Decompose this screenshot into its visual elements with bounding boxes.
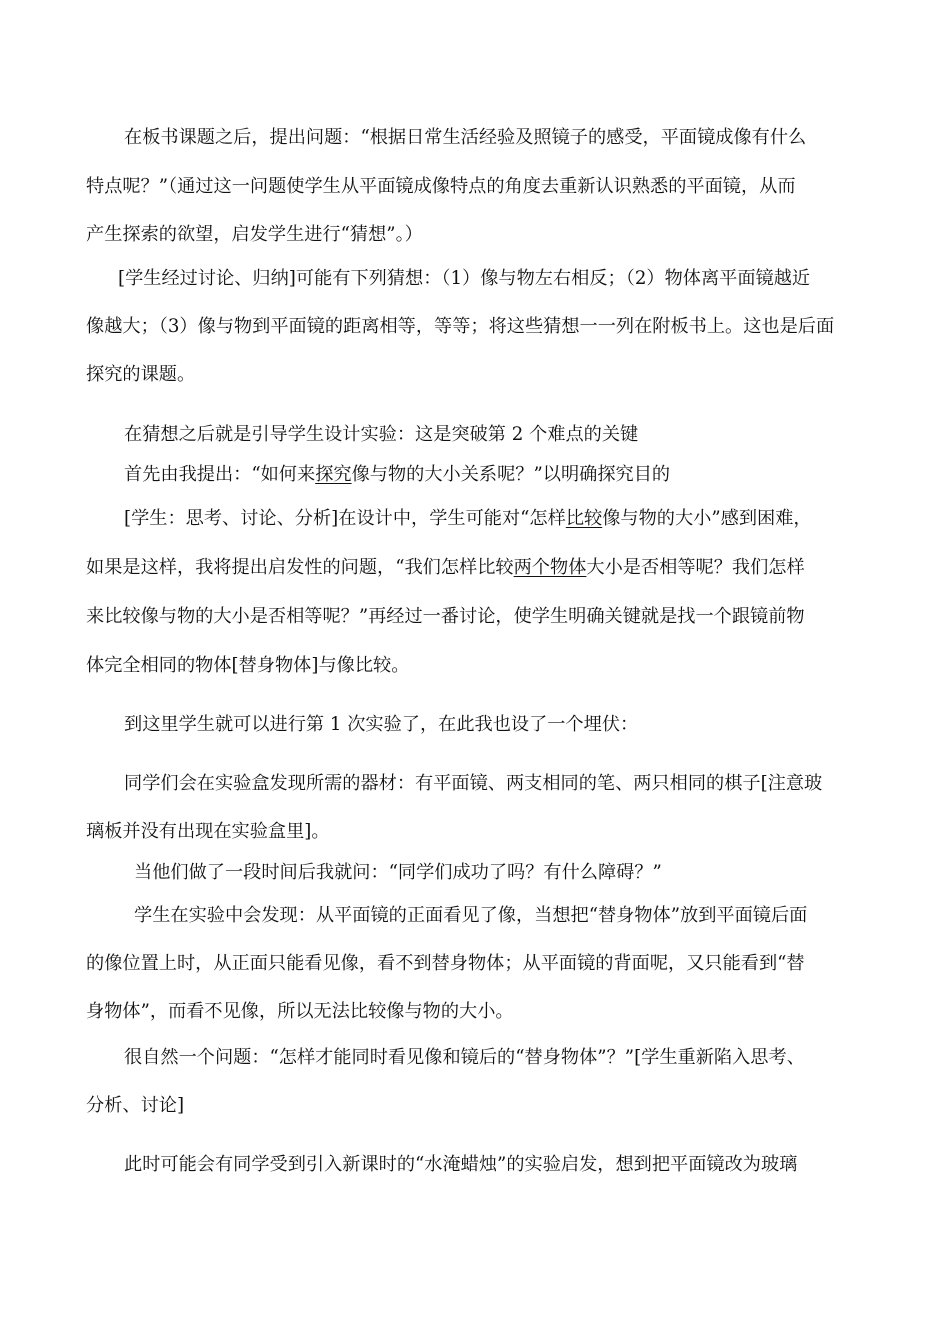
paragraph-line: 到这里学生就可以进行第 1 次实验了，在此我也设了一个埋伏： xyxy=(124,714,639,735)
text-segment: 首先由我提出：“如何来 xyxy=(124,464,316,485)
underlined-term: 探究 xyxy=(315,464,352,485)
text-segment: [学生：思考、讨论、分析]在设计中，学生可能对“怎样 xyxy=(124,508,566,529)
paragraph-line: 的像位置上时，从正面只能看见像，看不到替身物体；从平面镜的背面呢，又只能看到“替 xyxy=(86,953,805,974)
paragraph-line: 在板书课题之后，提出问题：“根据日常生活经验及照镜子的感受，平面镜成像有什么 xyxy=(124,127,807,148)
paragraph-line: 特点呢？”（通过这一问题使学生从平面镜成像特点的角度去重新认识熟悉的平面镜，从而 xyxy=(86,176,796,197)
text-segment: 像与物的大小关系呢？”以明确探究目的 xyxy=(351,464,671,485)
paragraph-line: 很自然一个问题：“怎样才能同时看见像和镜后的“替身物体”？”[学生重新陷入思考、 xyxy=(124,1047,805,1068)
paragraph-line: 分析、讨论] xyxy=(86,1095,185,1116)
paragraph-line: 在猜想之后就是引导学生设计实验：这是突破第 2 个难点的关键 xyxy=(124,424,639,445)
paragraph-line xyxy=(124,462,670,488)
paragraph-line: 像越大；（3）像与物到平面镜的距离相等，等等；将这些猜想一一列在附板书上。这也是后面 xyxy=(86,316,835,337)
paragraph-line: 学生在实验中会发现：从平面镜的正面看见了像，当想把“替身物体”放到平面镜后面 xyxy=(134,905,808,926)
paragraph-line: 来比较像与物的大小是否相等呢？”再经过一番讨论，使学生明确关键就是找一个跟镜前物 xyxy=(86,606,805,627)
paragraph-line xyxy=(86,555,805,581)
paragraph-line: 同学们会在实验盒发现所需的器材：有平面镜、两支相同的笔、两只相同的棋子[注意玻 xyxy=(124,773,823,794)
paragraph-line: 此时可能会有同学受到引入新课时的“水淹蜡烛”的实验启发，想到把平面镜改为玻璃 xyxy=(124,1154,798,1175)
paragraph-line: 璃板并没有出现在实验盒里]。 xyxy=(86,821,330,842)
text-segment: 如果是这样，我将提出启发性的问题，“我们怎样比较 xyxy=(86,557,514,578)
underlined-term: 两个物体 xyxy=(513,557,587,578)
paragraph-line: 体完全相同的物体[替身物体]与像比较。 xyxy=(86,655,410,676)
text-segment: 大小是否相等呢？我们怎样 xyxy=(586,557,805,578)
paragraph-line: 当他们做了一段时间后我就问：“同学们成功了吗？有什么障碍？” xyxy=(134,862,662,883)
paragraph-line: [学生经过讨论、归纳]可能有下列猜想：（1）像与物左右相反；（2）物体离平面镜越近 xyxy=(118,268,811,289)
underlined-term: 比较 xyxy=(565,508,603,529)
paragraph-line xyxy=(124,506,812,532)
paragraph-line: 探究的课题。 xyxy=(86,364,196,385)
paragraph-line: 产生探索的欲望，启发学生进行“猜想”。） xyxy=(86,224,423,245)
paragraph-line: 身物体”，而看不见像，所以无法比较像与物的大小。 xyxy=(86,1001,514,1022)
text-segment: 像与物的大小”感到困难， xyxy=(602,508,812,529)
